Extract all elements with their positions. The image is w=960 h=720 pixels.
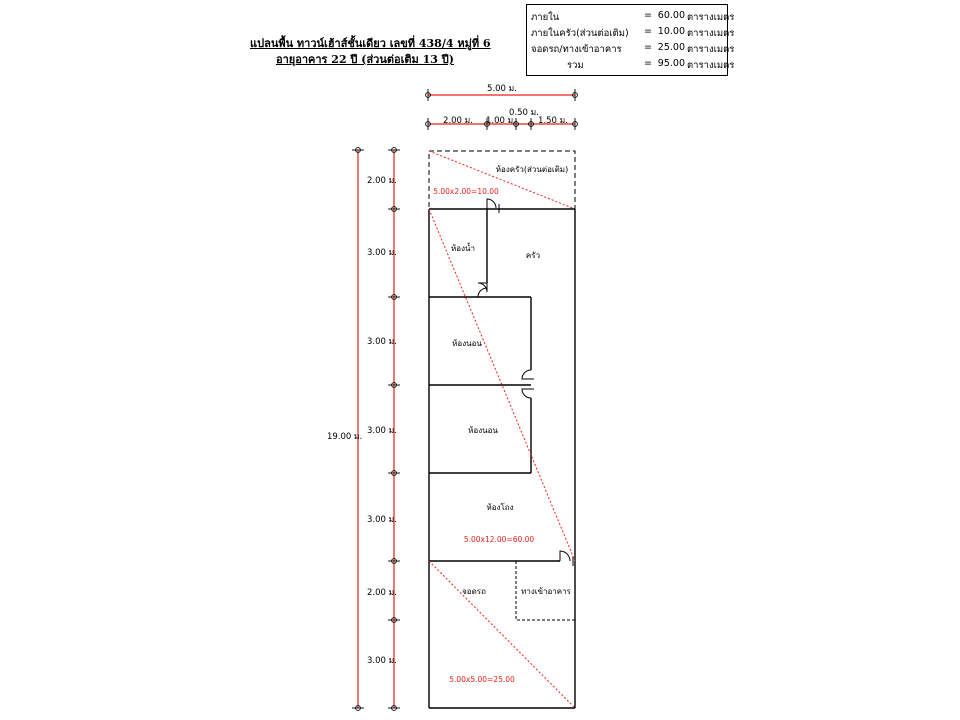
- area-calc-parking: 5.00x5.00=25.00: [449, 675, 515, 684]
- area-row-unit: ตารางเมตร: [687, 12, 735, 23]
- room-label-parking: จอดรถ: [462, 587, 486, 596]
- area-calc-main: 5.00x12.00=60.00: [463, 535, 535, 544]
- dim-label-left-seg: 3.00 ม.: [367, 515, 397, 525]
- area-row-equals: =: [644, 58, 652, 69]
- area-row-label: จอดรถ/ทางเข้าอาคาร: [531, 44, 622, 55]
- dim-label-left-seg: 3.00 ม.: [367, 337, 397, 347]
- plan-title-line1: แปลนพื้น ทาวน์เฮ้าส์ชั้นเดียว เลขที่ 438/4 หมู่ที่ 6: [250, 37, 491, 50]
- area-row-label: ภายใน: [531, 12, 560, 23]
- dim-label-top-mid: 0.50 ม.: [509, 108, 539, 118]
- area-calc-kitchen-ext: 5.00x2.00=10.00: [433, 187, 499, 196]
- door-front: [560, 551, 570, 561]
- door-bathroom: [478, 283, 487, 292]
- area-diagonal-kitchen-ext: [429, 151, 575, 209]
- dim-label-top-seg3: 1.50 ม.: [538, 116, 568, 126]
- room-label-bedroom-2: ห้องนอน: [468, 426, 498, 435]
- dim-label-left-total: 19.00 ม.: [327, 432, 363, 442]
- room-label-entrance: ทางเข้าอาคาร: [521, 587, 571, 596]
- area-row-value: 25.00: [657, 42, 685, 53]
- dim-label-top-seg1: 2.00 ม.: [443, 116, 473, 126]
- left-dimension-group: [327, 148, 400, 711]
- dim-label-left-seg: 3.00 ม.: [367, 248, 397, 258]
- dim-label-left-seg: 2.00 ม.: [367, 176, 397, 186]
- dim-label-top-seg2: 1.00 ม.: [486, 116, 516, 126]
- dim-label-top-total: 5.00 ม.: [487, 84, 517, 94]
- top-dimension-group: [426, 84, 578, 130]
- area-row-unit: ตารางเมตร: [687, 28, 735, 39]
- room-label-living: ห้องโถง: [486, 503, 514, 512]
- room-label-kitchen-extension: ห้องครัว(ส่วนต่อเติม): [495, 165, 569, 174]
- plan-title-line2: อายุอาคาร 22 ปี (ส่วนต่อเติม 13 ปี): [276, 53, 454, 66]
- area-row-unit: ตารางเมตร: [687, 60, 735, 71]
- room-label-bathroom: ห้องน้ำ: [451, 244, 475, 253]
- dim-label-left-seg: 3.00 ม.: [367, 426, 397, 436]
- area-row-value: 95.00: [657, 58, 685, 69]
- area-row-label: รวม: [567, 60, 584, 71]
- area-row-equals: =: [644, 42, 652, 53]
- room-label-bedroom-1: ห้องนอน: [452, 339, 482, 348]
- dim-label-left-seg: 2.00 ม.: [367, 588, 397, 598]
- area-row-unit: ตารางเมตร: [687, 44, 735, 55]
- door-bedroom-2: [522, 389, 531, 398]
- door-kitchen-top: [487, 199, 496, 209]
- area-row-value: 60.00: [657, 10, 685, 21]
- area-row-equals: =: [644, 10, 652, 21]
- area-row-label: ภายในครัว(ส่วนต่อเติม): [531, 28, 629, 39]
- area-row-equals: =: [644, 26, 652, 37]
- area-row-value: 10.00: [657, 26, 685, 37]
- main-building-walls: [429, 209, 575, 708]
- area-diagonal-parking: [429, 561, 575, 708]
- dim-label-left-seg: 3.00 ม.: [367, 656, 397, 666]
- door-bedroom-1: [522, 370, 531, 379]
- room-label-kitchen: ครัว: [525, 251, 541, 260]
